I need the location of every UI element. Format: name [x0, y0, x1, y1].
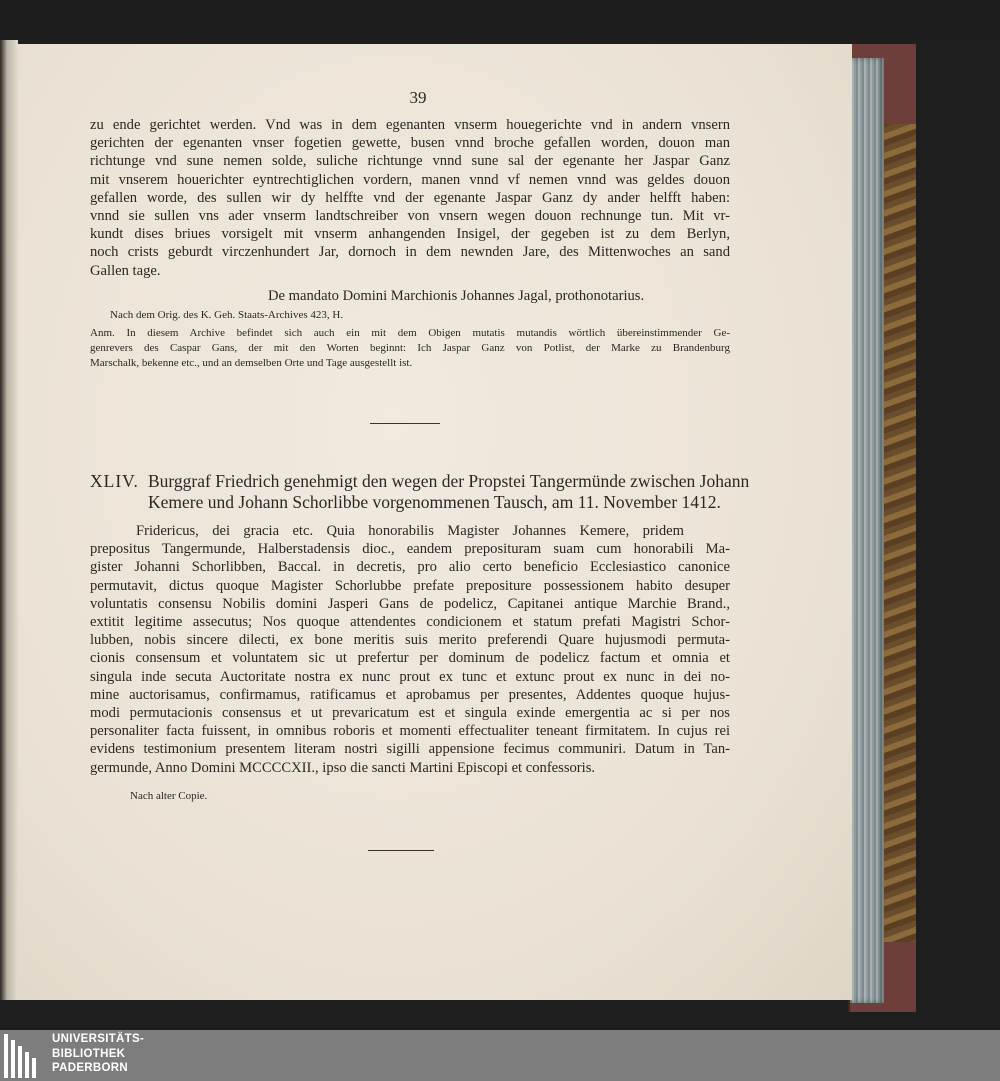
text-line: cionis consensum et voluntatem sic ut prefertur per dominum de podelicz factum et omnia et	[90, 650, 730, 667]
source-note: Nach alter Copie.	[130, 790, 208, 802]
top-paragraph	[90, 116, 730, 280]
text-line: richtunge vnd sune nemen solde, suliche richtunge vnnd sune sal der egenante her Jaspar Ganz	[90, 153, 730, 170]
text-line: singula inde secuta Auctoritate nostra ex nunc prout ex tunc et extunc prout ex nunc in dei no-	[90, 668, 730, 685]
text-line: modi permutacionis consensus et ut prevaricatum est et singula exinde emergentia ac si per nos	[90, 705, 730, 722]
library-name-line: BIBLIOTHEK	[52, 1047, 126, 1060]
book-page	[18, 44, 852, 1000]
annotation-line: Anm. In diesem Archive befindet sich auch ein mit dem Obigen mutatis mutandis wörtlich übereinstimmender Ge-	[90, 327, 730, 339]
library-logo-bar	[0, 1030, 1000, 1081]
text-line: gefallen worde, des sullen wir dy helffte vnd der egenante Jaspar Ganz dy ander helfft haben:	[90, 189, 730, 206]
text-line: prepositus Tangermunde, Halberstadensis dioc., eandem preposituram suam cum honorabili Ma-	[90, 541, 730, 558]
text-line: noch crists geburdt virczenhundert Jar, dornoch in dem newnden Jare, des Mittenwoches an sand	[90, 244, 730, 261]
text-line: Gallen tage.	[90, 262, 161, 279]
text-line: extitit legitime assecutus; Nos quoque attendentes condicionem et statum prefati Magistri Schor-	[90, 614, 730, 631]
document-heading	[90, 471, 750, 513]
text-line: germunde, Anno Domini MCCCCXII., ipso die sancti Martini Episcopi et confessoris.	[90, 759, 596, 776]
library-logo-icon	[4, 1034, 44, 1078]
source-note: Nach dem Orig. des K. Geh. Staats-Archives 423, H.	[110, 309, 344, 321]
mandate-line: De mandato Domini Marchionis Johannes Jagal, prothonotarius.	[268, 288, 645, 304]
annotation	[90, 326, 730, 371]
text-line: lubben, nobis sincere dilecti, ex bone meritis suis merito preferendi Quare hujusmodi permuta-	[90, 632, 730, 649]
main-paragraph	[90, 522, 730, 777]
library-name-line: UNIVERSITÄTS-	[52, 1033, 145, 1045]
library-name	[52, 1032, 144, 1076]
library-name-line: PADERBORN	[52, 1062, 128, 1074]
text-line: personaliter facta fuissent, in omnibus roboris et momenti effectualiter teneant firmitatem. In cujus rei	[90, 723, 730, 740]
text-line: mit vnserem houerichter eyntrechtiglichen vordern, manen vnnd vf nemen vnnd was geldes douon	[90, 171, 730, 188]
text-line: vnnd sie sullen vns ader vnserm landtschreiber von vnsern wegen douon rechnunge tun. Mit vr-	[90, 208, 730, 225]
left-page-edge	[0, 40, 18, 1000]
text-line: zu ende gerichtet werden. Vnd was in dem egenanten vnserm houegerichte vnd in andern vnsern	[90, 117, 730, 133]
heading-line: Burggraf Friedrich genehmigt den wegen der Propstei Tangermünde zwischen Johann	[148, 471, 750, 491]
text-line: gister Johanni Schorlibben, Baccal. in decretis, pro alio certo beneficio Ecclesiastico canonice	[90, 559, 730, 576]
text-line: permutavit, dictus quoque Magister Schorlubbe prefate prepositure possessionem habito desuper	[90, 577, 730, 594]
page-stack-edge	[850, 58, 884, 1003]
scan-background-top	[0, 0, 1000, 40]
annotation-line: genrevers des Caspar Gans, der mit den Worten beginnt: Ich Jaspar Ganz von Potlist, der Marke zu Brandenburg	[90, 342, 730, 354]
section-divider	[370, 423, 440, 424]
text-line: mine auctorisamus, confirmamus, ratificamus et aprobamus per presentes, Addentes quoque hujus-	[90, 686, 730, 703]
text-line: kundt dises briues vorsigelt mit vnserm anhangenden Insigel, der gegeben ist zu dem Berlyn,	[90, 226, 730, 243]
text-line: Fridericus, dei gracia etc. Quia honorabilis Magister Johannes Kemere, pridem	[136, 523, 684, 539]
text-line: evidens testimonium presentem literam nostri sigilli appensione fecimus communiri. Datum in Tan-	[90, 741, 730, 758]
section-divider	[368, 850, 434, 851]
text-line: gerichten der egenanten vnser fogetien gewette, busen vnnd broche gefallen worden, douon man	[90, 135, 730, 152]
text-line: voluntatis consensu Nobilis domini Jasperi Gans de podelicz, Capitanei antique Marchie Brand.,	[90, 595, 730, 612]
heading-line: Kemere und Johann Schorlibbe vorgenommenen Tausch, am 11. November 1412.	[148, 492, 721, 512]
annotation-line: Marschalk, bekenne etc., und an demselben Orte und Tage ausgestellt ist.	[90, 357, 413, 369]
document-number: XLIV.	[90, 471, 139, 491]
page-number: 39	[409, 88, 427, 107]
